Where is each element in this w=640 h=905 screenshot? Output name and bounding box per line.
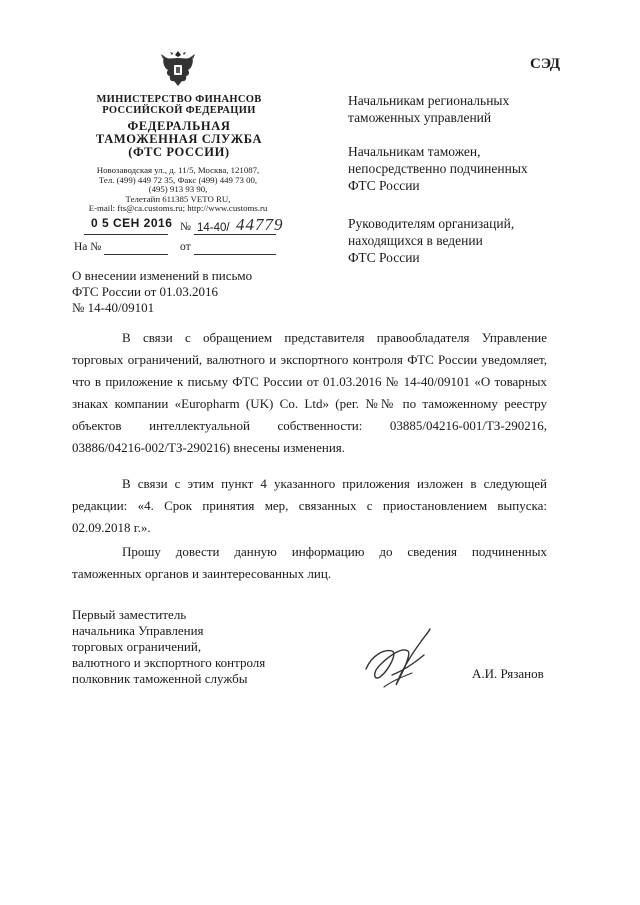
reg-number-prefix: 14-40/ [197, 222, 230, 234]
on-number-label: На № [74, 241, 102, 253]
service-line: (ФТС РОССИИ) [128, 145, 230, 159]
emblem-icon [158, 48, 198, 90]
from-underline [194, 254, 276, 255]
reg-number-underline [194, 234, 276, 235]
addressee-line: Руководителям организаций, [348, 216, 515, 231]
signer-line: торговых ограничений, [72, 639, 202, 654]
ministry-line: РОССИЙСКОЙ ФЕДЕРАЦИИ [102, 105, 256, 116]
signer-line: Первый заместитель [72, 607, 187, 622]
contact-line: Телетайп 611385 VETO RU, [125, 193, 231, 204]
signer-line: начальника Управления [72, 623, 204, 638]
ministry-line: МИНИСТЕРСТВО ФИНАНСОВ [96, 94, 262, 105]
handwritten-signature [362, 625, 434, 695]
addressee-customs [348, 143, 598, 194]
date-underline [84, 234, 168, 235]
contact-line: Тел. (499) 449 72 35, Факс (499) 449 73 00, [98, 174, 258, 185]
on-number-underline [104, 254, 168, 255]
contact-line: Новозаводская ул., д. 11/5, Москва, 121087, [96, 165, 260, 175]
contact-line: E-mail: fts@ca.customs.ru; http://www.customs.ru [88, 203, 268, 213]
addressee-organizations [348, 215, 598, 266]
addressee-line: Начальникам таможен, [348, 144, 481, 159]
date-stamp: 0 5 СЕН 2016 [91, 216, 173, 230]
contact-line: (495) 913 93 90, [148, 184, 208, 194]
addressee-line: Начальникам региональных [348, 93, 510, 108]
reg-number-label: № [180, 221, 191, 233]
letter-subject [72, 268, 312, 316]
subject-line: ФТС России от 01.03.2016 [72, 284, 219, 299]
sed-label: СЭД [530, 56, 561, 72]
addressee-regional [348, 92, 598, 126]
addressee-line: непосредственно подчиненных [348, 161, 528, 176]
subject-line: О внесении изменений в письмо [72, 268, 253, 283]
body-paragraph: В связи с этим пункт 4 указанного приложения изложен в следующей редакции: «4. Срок принятия мер, связанных с приостановлением выпуска: 02.09.2018 г.». [72, 476, 547, 535]
body-paragraph: В связи с обращением представителя правообладателя Управление торговых ограничений, валютного и экспортного контроля ФТС России уведомляет, что в приложение к письму ФТС России от 01.03.2016 № 14-40/09101 «О товарных знаках компании «Europharm (UK) Co. Ltd» (рег. №№ по таможенному реестру объектов интеллектуальной собственности: 03885/04216-001/ТЗ-290216, 03886/04216-002/ТЗ-290216) внесены изменения. [72, 330, 547, 455]
contacts [78, 166, 278, 214]
body-paragraph: Прошу довести данную информацию до сведения подчиненных таможенных органов и заинтересованных лиц. [72, 544, 547, 581]
service-line: ФЕДЕРАЛЬНАЯ [127, 119, 231, 133]
addressee-line: находящихся в ведении [348, 233, 483, 248]
ministry-name [92, 94, 266, 116]
addressee-line: ФТС России [348, 178, 420, 193]
from-label: от [180, 241, 191, 253]
service-line: ТАМОЖЕННАЯ СЛУЖБА [95, 132, 263, 146]
signer-position [72, 607, 265, 687]
signer-line: валютного и экспортного контроля [72, 655, 266, 670]
reg-number-handwritten: 44779 [236, 215, 284, 234]
subject-line: № 14-40/09101 [72, 300, 155, 315]
service-name [92, 120, 266, 159]
signer-line: полковник таможенной службы [72, 671, 248, 686]
addressee-line: таможенных управлений [348, 110, 492, 125]
addressee-line: ФТС России [348, 250, 420, 265]
signer-name: А.И. Рязанов [472, 666, 544, 681]
